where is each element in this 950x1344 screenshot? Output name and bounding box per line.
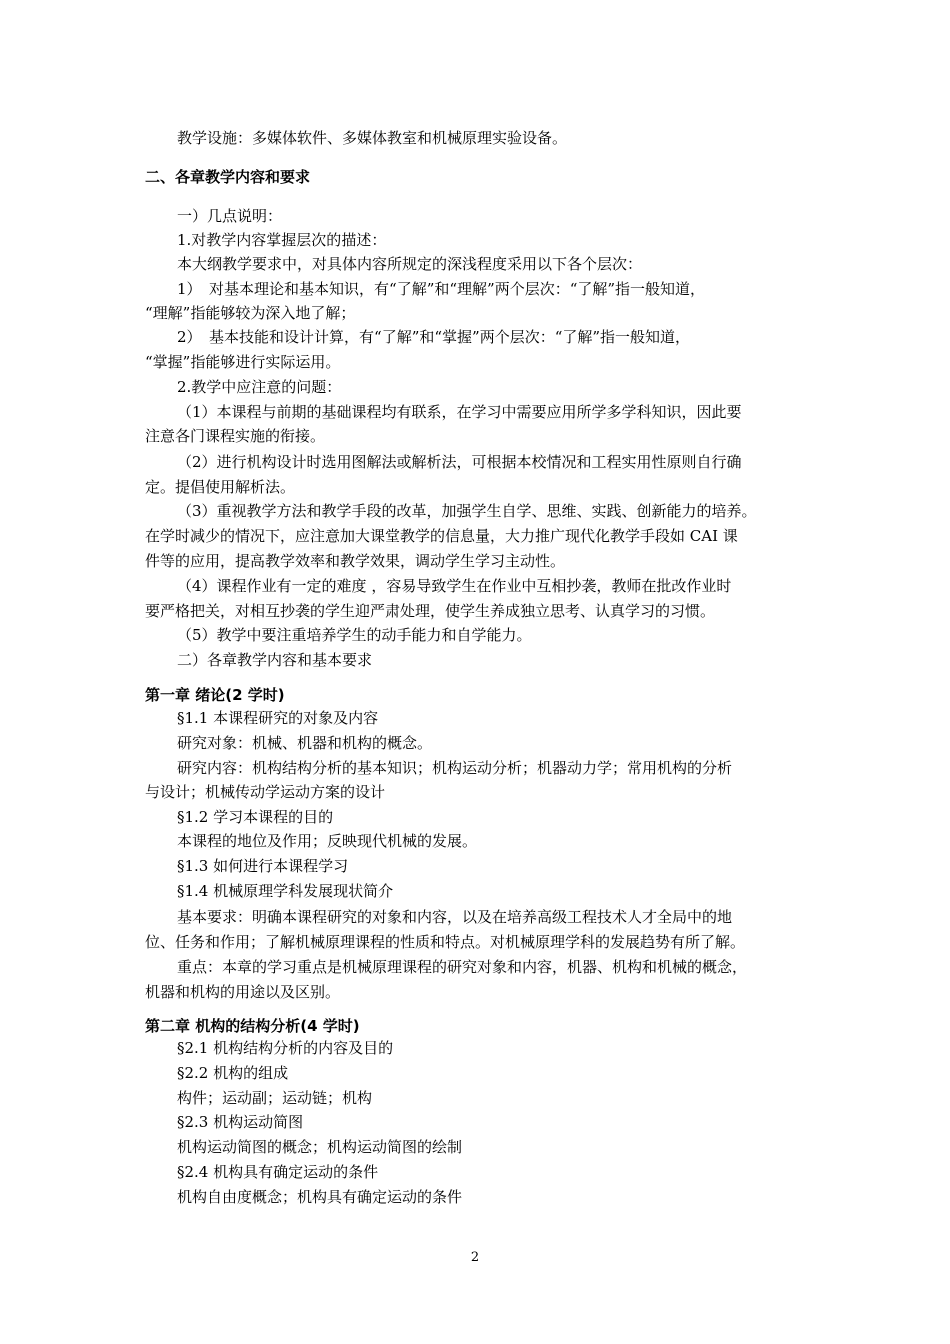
text-line: 机构运动简图的概念；机构运动简图的绘制 — [177, 1138, 463, 1156]
text-line: 注意各门课程实施的衔接。 — [145, 427, 326, 445]
text-line: （2）进行机构设计时选用图解法或解析法，可根据本校情况和工程实用性原则自行确 — [177, 453, 742, 471]
text-line: §1.1 本课程研究的对象及内容 — [177, 709, 379, 727]
text-line: “理解”指能够较为深入地了解； — [145, 304, 356, 322]
text-line: §1.4 机械原理学科发展现状简介 — [177, 882, 394, 900]
text-line: 研究对象：机械、机器和机构的概念。 — [177, 734, 433, 752]
text-line: §1.2 学习本课程的目的 — [177, 808, 334, 826]
text-line: 件等的应用，提高教学效率和教学效果，调动学生学习主动性。 — [145, 552, 566, 570]
text-line: 本大纲教学要求中，对具体内容所规定的深浅程度采用以下各个层次： — [177, 255, 643, 273]
text-line: （4）课程作业有一定的难度 ，容易导致学生在作业中互相抄袭，教师在批改作业时 — [177, 577, 732, 595]
text-line: 机器和机构的用途以及区别。 — [145, 983, 341, 1001]
text-line: 定。提倡使用解析法。 — [145, 478, 296, 496]
text-line: §2.4 机构具有确定运动的条件 — [177, 1163, 379, 1181]
text-line: 基本要求：明确本课程研究的对象和内容，以及在培养高级工程技术人才全局中的地 — [177, 908, 733, 926]
text-line: 1） 对基本理论和基本知识，有“了解”和“理解”两个层次：“了解”指一般知道， — [177, 280, 706, 298]
section-heading: 二、各章教学内容和要求 — [145, 168, 311, 186]
text-line: §2.2 机构的组成 — [177, 1064, 289, 1082]
text-line: 重点：本章的学习重点是机械原理课程的研究对象和内容，机器、机构和机械的概念， — [177, 958, 748, 976]
text-line: 在学时减少的情况下，应注意加大课堂教学的信息量，大力推广现代化教学手段如 CAI 课 — [145, 527, 738, 545]
text-line: §2.3 机构运动简图 — [177, 1113, 304, 1131]
text-line: “掌握”指能够进行实际运用。 — [145, 353, 341, 371]
text-line: 1.对教学内容掌握层次的描述： — [177, 231, 387, 249]
text-line: §2.1 机构结构分析的内容及目的 — [177, 1039, 394, 1057]
text-line: 构件；运动副；运动链；机构 — [177, 1089, 373, 1107]
text-line: 与设计；机械传动学运动方案的设计 — [145, 783, 386, 801]
chapter-2-heading: 第二章 机构的结构分析(4 学时) — [145, 1017, 360, 1035]
text-line: （3）重视教学方法和教学手段的改革，加强学生自学、思维、实践、创新能力的培养。 — [177, 502, 757, 520]
text-line: 研究内容：机构结构分析的基本知识；机构运动分析；机器动力学；常用机构的分析 — [177, 759, 733, 777]
text-line: 2） 基本技能和设计计算，有“了解”和“掌握”两个层次：“了解”指一般知道， — [177, 328, 691, 346]
page-number: 2 — [470, 1250, 480, 1265]
text-line: （5）教学中要注重培养学生的动手能力和自学能力。 — [177, 626, 532, 644]
text-line: 二）各章教学内容和基本要求 — [177, 651, 373, 669]
text-line: §1.3 如何进行本课程学习 — [177, 857, 349, 875]
text-line: 2.教学中应注意的问题： — [177, 378, 342, 396]
text-line: 机构自由度概念；机构具有确定运动的条件 — [177, 1188, 463, 1206]
text-line: （1）本课程与前期的基础课程均有联系，在学习中需要应用所学多学科知识，因此要 — [177, 403, 742, 421]
text-line: 本课程的地位及作用；反映现代机械的发展。 — [177, 832, 478, 850]
text-line: 位、任务和作用；了解机械原理课程的性质和特点。对机械原理学科的发展趋势有所了解。 — [145, 933, 746, 951]
facilities-line: 教学设施：多媒体软件、多媒体教室和机械原理实验设备。 — [177, 129, 568, 147]
text-line: 要严格把关，对相互抄袭的学生迎严肃处理，使学生养成独立思考、认真学习的习惯。 — [145, 602, 716, 620]
text-line: 一）几点说明： — [177, 207, 283, 225]
chapter-1-heading: 第一章 绪论(2 学时) — [145, 686, 285, 704]
